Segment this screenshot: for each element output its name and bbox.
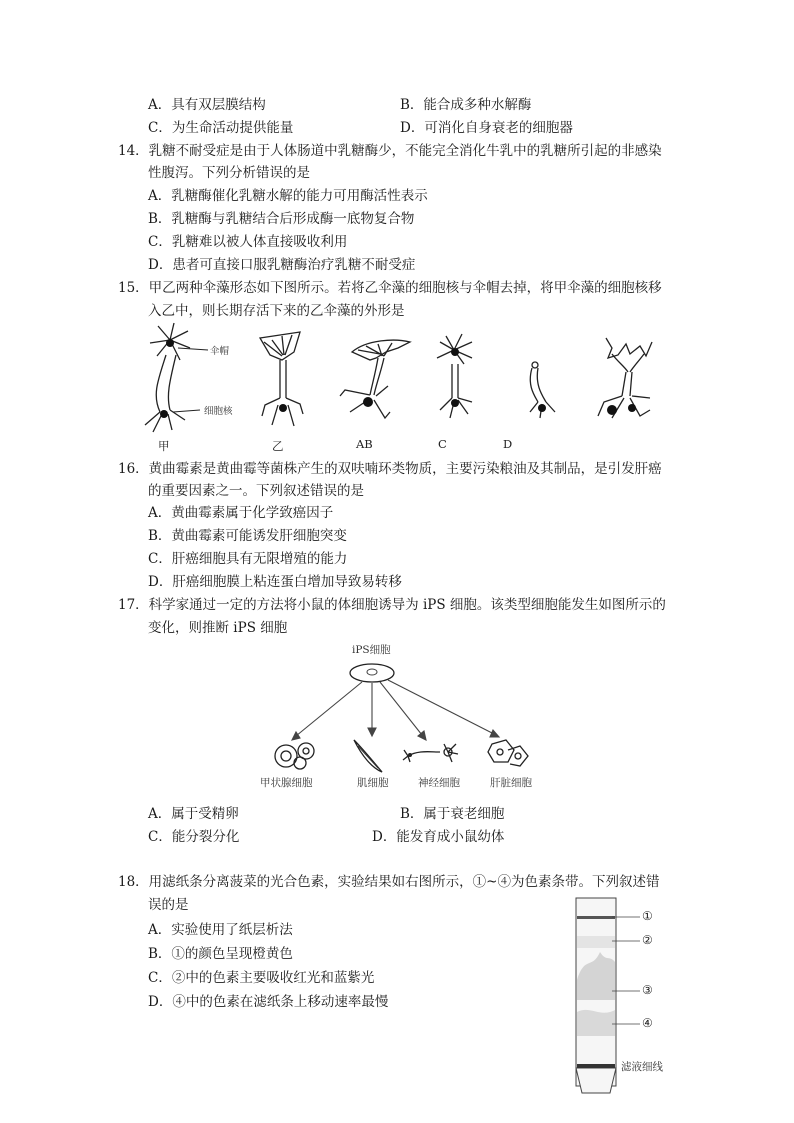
band-1 <box>577 916 615 919</box>
q16-option-c: C．肝癌细胞具有无限增殖的能力 <box>148 551 348 567</box>
q14-option-c: C．乳糖难以被人体直接吸收利用 <box>148 234 348 250</box>
q18-option-a: A．实验使用了纸层析法 <box>148 922 293 938</box>
q13-option-d: D．可消化自身衰老的细胞器 <box>400 120 573 136</box>
q17-option-b: B．属于衰老细胞 <box>400 806 505 822</box>
band-label-3: ③ <box>642 983 653 997</box>
q13-option-a: A．具有双层膜结构 <box>148 97 266 113</box>
liver-cell-label: 肝脏细胞 <box>490 777 532 789</box>
ips-cell-label: iPS细胞 <box>352 644 391 656</box>
band-4 <box>577 1010 615 1036</box>
q18-option-c: C．②中的色素主要吸收红光和蓝紫光 <box>148 970 375 986</box>
label-jia: 甲 <box>158 439 170 453</box>
q13-option-b: B．能合成多种水解酶 <box>400 97 532 113</box>
q17-option-a: A．属于受精卵 <box>148 806 239 822</box>
label-nucleus: 细胞核 <box>204 406 233 417</box>
band-2 <box>577 936 615 948</box>
thyroid-cell-label: 甲状腺细胞 <box>260 777 313 789</box>
label-c: C <box>438 437 447 451</box>
q17-stem-cont: 变化，则推断 iPS 细胞 <box>148 620 288 636</box>
q13-option-c: C．为生命活动提供能量 <box>148 120 294 136</box>
label-yi: 乙 <box>272 439 284 453</box>
q15-stem: 15．甲乙两种伞藻形态如下图所示。若将乙伞藻的细胞核与伞帽去掉，将甲伞藻的细胞核移 <box>118 280 662 296</box>
q14-option-d: D．患者可直接口服乳糖酶治疗乳糖不耐受症 <box>148 257 416 273</box>
q18-option-d: D．④中的色素在滤纸条上移动速率最慢 <box>148 994 389 1010</box>
sample-line-label: 滤液细线 <box>621 1061 663 1073</box>
q18-stem-cont: 误的是 <box>148 897 189 913</box>
q17-option-d: D．能发育成小鼠幼体 <box>372 829 505 845</box>
q18-option-b: B．①的颜色呈现橙黄色 <box>148 946 293 962</box>
q14-stem-cont: 性腹泻。下列分析错误的是 <box>148 165 310 181</box>
q16-option-d: D．肝癌细胞膜上粘连蛋白增加导致易转移 <box>148 574 402 590</box>
q17-option-c: C．能分裂分化 <box>148 829 240 845</box>
q18-stem: 18．用滤纸条分离菠菜的光合色素，实验结果如右图所示，①~④为色素条带。下列叙述错 <box>118 874 660 890</box>
q16-option-a: A．黄曲霉素属于化学致癌因子 <box>148 505 334 521</box>
label-cap: 伞帽 <box>210 346 230 357</box>
sample-line <box>577 1064 615 1068</box>
band-label-1: ① <box>642 909 653 923</box>
label-ab: AB <box>356 437 373 451</box>
band-label-2: ② <box>642 933 653 947</box>
neuron-label: 神经细胞 <box>418 777 460 789</box>
q17-stem: 17．科学家通过一定的方法将小鼠的体细胞诱导为 iPS 细胞。该类型细胞能发生如图所示的 <box>118 597 666 613</box>
q14-option-a: A．乳糖酶催化乳糖水解的能力可用酶活性表示 <box>148 188 428 204</box>
band-label-4: ④ <box>642 1016 653 1030</box>
q14-option-b: B．乳糖酶与乳糖结合后形成酶一底物复合物 <box>148 211 415 227</box>
label-d: D <box>503 437 513 451</box>
q16-stem: 16．黄曲霉素是黄曲霉等菌株产生的双呋喃环类物质，主要污染粮油及其制品，是引发肝癌 <box>118 461 662 477</box>
q15-stem-cont: 入乙中，则长期存活下来的乙伞藻的外形是 <box>148 303 405 319</box>
q16-option-b: B．黄曲霉素可能诱发肝细胞突变 <box>148 528 347 544</box>
muscle-cell-label: 肌细胞 <box>357 777 389 789</box>
q14-stem: 14．乳糖不耐受症是由于人体肠道中乳糖酶少，不能完全消化牛乳中的乳糖所引起的非感染 <box>118 143 662 159</box>
q16-stem-cont: 的重要因素之一。下列叙述错误的是 <box>148 483 364 499</box>
